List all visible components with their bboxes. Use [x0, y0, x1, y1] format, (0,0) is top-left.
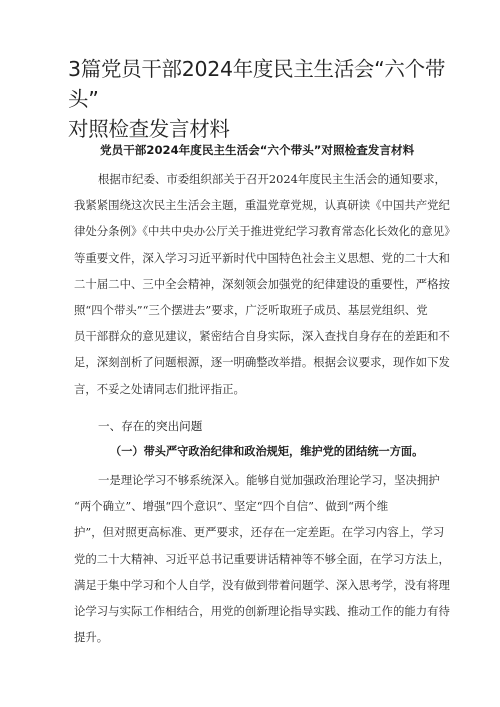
document-title [68, 54, 448, 144]
intro-line: 根据市纪委、市委组织部关于召开2024年度民主生活会的通知要求， [98, 172, 446, 186]
body-line: 一是理论学习不够系统深入。能够自觉加强政治理论学习，坚决拥护 [98, 473, 440, 487]
section-heading: 一、存在的突出问题 [98, 419, 203, 433]
body-line: 护”，但对照更高标准、更严要求，还存在一定差距。在学习内容上，学习 [74, 525, 445, 540]
body-line: 提升。 [74, 630, 109, 645]
intro-line: 等重要文件，深入学习习近平新时代中国特色社会主义思想、党的二十大和 [74, 250, 450, 265]
body-line: 满足于集中学习和个人自学，没有做到带着问题学、深入思考学，没有将理 [74, 577, 450, 592]
sub-heading: （一）带头严守政治纪律和政治规矩，维护党的团结统一方面。 [110, 445, 424, 458]
body-line: 论学习与实际工作相结合，用党的创新理论指导实践、推动工作的能力有待 [74, 604, 450, 619]
body-line: 党的二十大精神、习近平总书记重要讲话精神等不够全面，在学习方法上， [74, 551, 450, 566]
body-line: “两个确立”、增强“四个意识”、坚定“四个自信”、做到“两个维 [74, 499, 389, 514]
intro-line: 律处分条例》《中共中央办公厅关于推进党纪学习教育常态化长效化的意见》 [74, 224, 456, 239]
body-paragraph [74, 467, 450, 650]
document-title-line-2: 对照检查发言材料 [68, 117, 230, 141]
intro-line: 照“四个带头”“三个摆进去”要求，广泛听取班子成员、基层党组织、党 [74, 303, 428, 318]
document-title-line-1: 3篇党员干部2024年度民主生活会“六个带头” [68, 57, 446, 111]
intro-line: 二十届二中、三中全会精神，深刻领会加强党的纪律建设的重要性，严格按 [74, 276, 450, 291]
intro-line: 足，深刻剖析了问题根源，逐一明确整改举措。根据会议要求，现作如下发 [74, 355, 450, 370]
section-title: 党员干部2024年度民主生活会“六个带头”对照检查发言材料 [100, 143, 415, 157]
intro-line: 言，不妥之处请同志们批评指正。 [74, 381, 245, 396]
intro-line: 我紧紧围绕这次民主生活会主题，重温党章党规，认真研读《中国共产党纪 [74, 198, 450, 213]
intro-paragraph [74, 166, 456, 402]
intro-line: 员干部群众的意见建议，紧密结合自身实际，深入查找自身存在的差距和不 [74, 329, 450, 344]
